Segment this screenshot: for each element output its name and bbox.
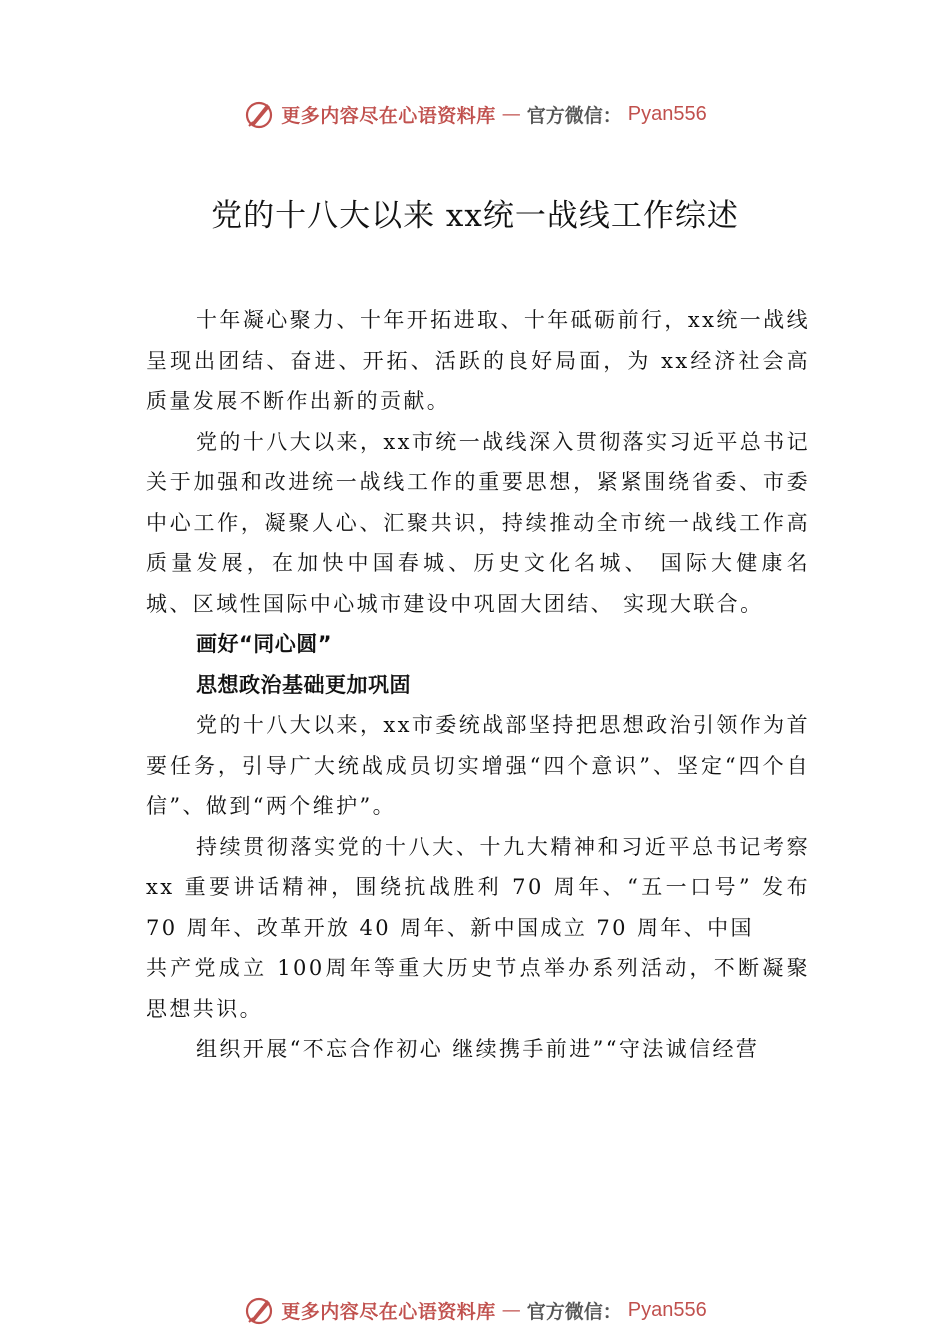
- watermark-brand: 更多内容尽在心语资料库: [281, 1300, 496, 1323]
- overview-paragraph: 党的十八大以来，xx市统一战线深入贯彻落实习近平总书记关于加强和改进统一战线工作的重要思想，紧紧围绕省委、市委中心工作，凝聚人心、汇聚共识，持续推动全市统一战线工作高质量发展，在加快中国春城、历史文化名城、 国际大健康名城、区域性国际中心城市建设中巩固大团结、 实现大联合。: [146, 429, 810, 616]
- section-paragraph-continued: 共产党成立 100周年等重大历史节点举办系列活动，不断凝聚思想共识。: [146, 956, 810, 1021]
- watermark-wechat-label: 官方微信：: [526, 1300, 622, 1323]
- section-heading: 画好“同心圆”: [196, 632, 333, 656]
- watermark-wechat-label: 官方微信：: [526, 104, 622, 127]
- watermark-wechat-id: Pyan556: [627, 1298, 707, 1321]
- section-paragraph: 党的十八大以来，xx市委统战部坚持把思想政治引领作为首要任务，引导广大统战成员切实增强“四个意识”、坚定“四个自信”、做到“两个维护”。: [146, 713, 810, 818]
- quill-logo-icon: [243, 1294, 275, 1326]
- section-paragraph: 持续贯彻落实党的十八大、十九大精神和习近平总书记考察 xx 重要讲话精神，围绕抗战胜利 70 周年、“五一口号” 发布 70 周年、改革开放 40 周年、新中国成立 70 周年、中国: [146, 834, 810, 940]
- page-title: 党的十八大以来 xx统一战线工作综述: [211, 198, 739, 234]
- watermark-dash: —: [501, 1299, 521, 1321]
- document-body: [146, 300, 810, 1070]
- section-subheading: 思想政治基础更加巩固: [196, 672, 411, 697]
- watermark-brand: 更多内容尽在心语资料库: [281, 104, 496, 127]
- quill-logo-icon: [243, 98, 275, 130]
- watermark-wechat-id: Pyan556: [627, 102, 707, 125]
- section-paragraph: 组织开展“不忘合作初心 继续携手前进”“守法诚信经营: [196, 1037, 760, 1061]
- intro-paragraph: 十年凝心聚力、十年开拓进取、十年砥砺前行，xx统一战线呈现出团结、奋进、开拓、活跃的良好局面，为 xx经济社会高质量发展不断作出新的贡献。: [146, 308, 810, 413]
- watermark-header: [0, 94, 950, 134]
- watermark-dash: —: [501, 103, 521, 125]
- watermark-footer: [0, 1290, 950, 1330]
